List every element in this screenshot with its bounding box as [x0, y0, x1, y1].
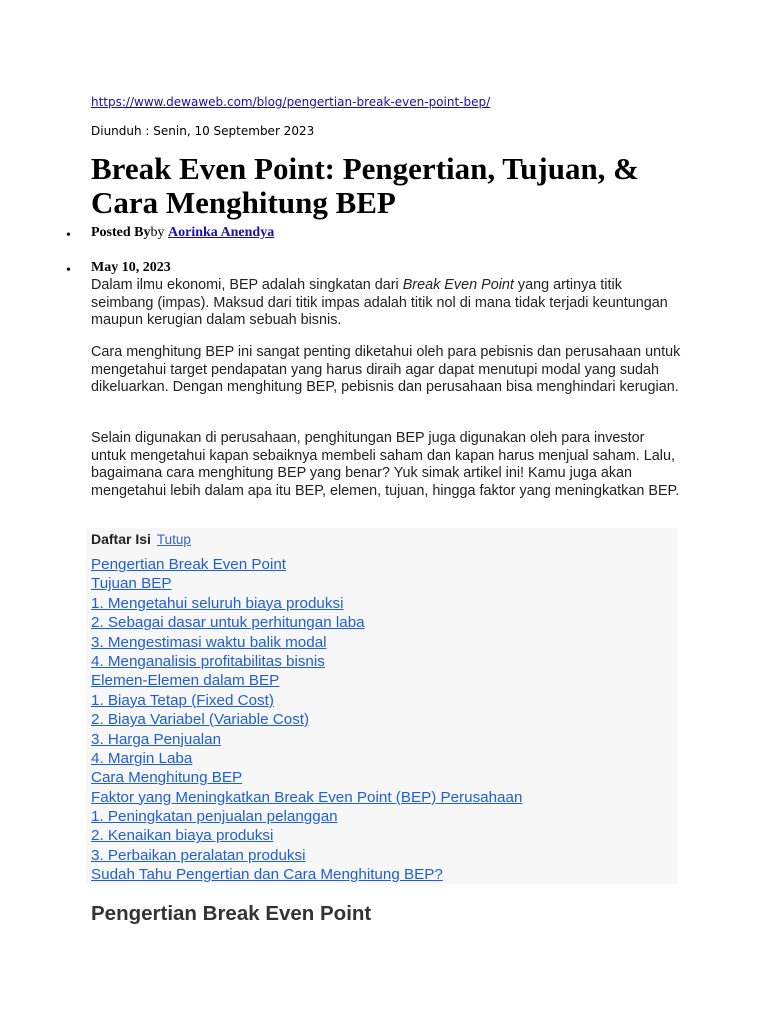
toc-link[interactable]: 3. Mengestimasi waktu balik modal [91, 633, 327, 651]
toc-link[interactable]: 3. Perbaikan peralatan produksi [91, 846, 306, 864]
toc-link[interactable]: Sudah Tahu Pengertian dan Cara Menghitung BEP? [91, 866, 443, 884]
toc-heading: Daftar Isi [91, 531, 151, 547]
downloaded-date: Diunduh : Senin, 10 September 2023 [91, 124, 315, 138]
paragraph-investor: Selain digunakan di perusahaan, penghitungan BEP juga digunakan oleh para investor untuk mengetahui kapan sebaiknya membeli saham dan kapan harus menjual saham. Lalu, bagaimana cara menghitung BEP yang benar? Yuk simak artikel ini! Kamu juga akan mengetahui lebih dalam apa itu BEP, elemen, tujuan, hingga faktor yang meningkatkan BEP. [91, 430, 680, 499]
toc-list [91, 555, 522, 885]
by-prefix: by [150, 225, 168, 240]
toc-toggle-link[interactable]: Tutup [156, 532, 191, 547]
toc-link[interactable]: 4. Margin Laba [91, 749, 193, 767]
toc-link[interactable]: 1. Mengetahui seluruh biaya produksi [91, 594, 344, 612]
toc-link[interactable]: Elemen-Elemen dalam BEP [91, 672, 280, 690]
toc-link[interactable]: Faktor yang Meningkatkan Break Even Point (BEP) Perusahaan [91, 788, 523, 806]
author-link[interactable]: Aorinka Anendya [168, 225, 275, 240]
toc-link[interactable]: 2. Kenaikan biaya produksi [91, 827, 274, 845]
bullet-icon: • [66, 228, 71, 243]
section-heading: Pengertian Break Even Point [91, 902, 372, 925]
post-date: May 10, 2023 [91, 260, 171, 275]
toc-link[interactable]: 2. Sebagai dasar untuk perhitungan laba [91, 614, 365, 632]
toc-link[interactable]: Cara Menghitung BEP [91, 769, 243, 787]
paragraph-importance: Cara menghitung BEP ini sangat penting diketahui oleh para pebisnis dan perusahaan untuk mengetahui target pendapatan yang harus diraih agar dapat menutupi modal yang sudah dikeluarkan. Dengan menghitung BEP, pebisnis dan perusahaan bisa menghindari kerugian. [91, 344, 681, 395]
paragraph-text: Dalam ilmu ekonomi, BEP adalah singkatan dari [91, 277, 403, 293]
paragraph-text: yang artinya titik seimbang (impas). Maksud dari titik impas adalah titik nol di mana tidak terjadi keuntungan maupun kerugian dalam sebuah bisnis. [91, 277, 668, 328]
toc-link[interactable]: Pengertian Break Even Point [91, 556, 287, 573]
article-title: Break Even Point: Pengertian, Tujuan, & Cara Menghitung BEP [91, 151, 640, 220]
toc-link[interactable]: 2. Biaya Variabel (Variable Cost) [91, 711, 310, 729]
toc-link[interactable]: 3. Harga Penjualan [91, 730, 222, 748]
toc-link[interactable]: Tujuan BEP [91, 575, 172, 593]
paragraph-intro [91, 277, 681, 330]
toc-link[interactable]: 1. Peningkatan penjualan pelanggan [91, 808, 338, 826]
toc-link[interactable]: 1. Biaya Tetap (Fixed Cost) [91, 691, 274, 709]
posted-by [91, 225, 274, 241]
toc-header [91, 531, 191, 547]
posted-by-label: Posted By [91, 225, 151, 240]
bullet-icon: • [66, 263, 71, 278]
toc-link[interactable]: 4. Menganalisis profitabilitas bisnis [91, 652, 325, 670]
paragraph-emphasis: Break Even Point [402, 277, 514, 293]
source-url-link[interactable]: https://www.dewaweb.com/blog/pengertian-break-even-point-bep/ [91, 95, 491, 109]
